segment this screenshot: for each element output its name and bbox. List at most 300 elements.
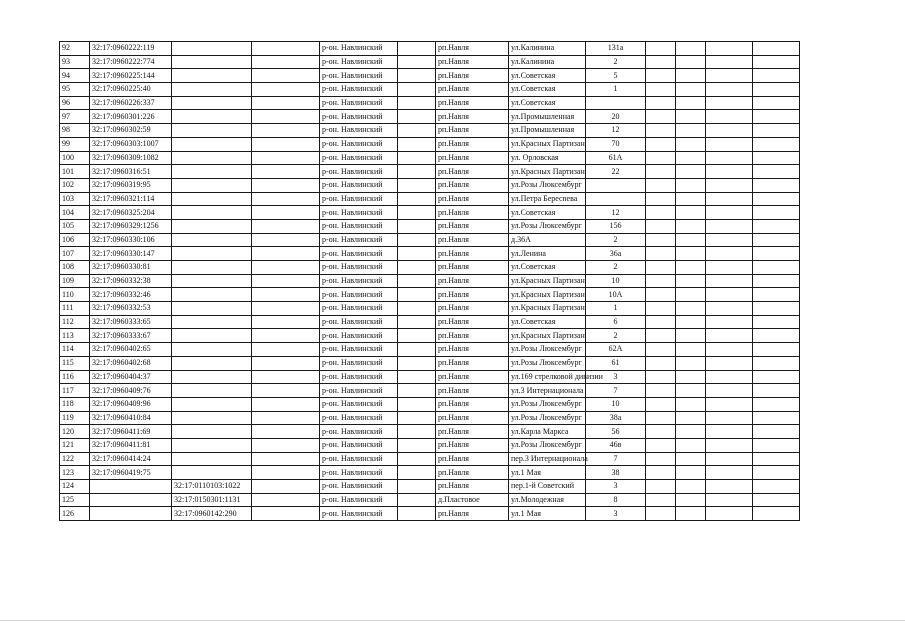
street: ул.Карла Маркса	[509, 425, 586, 439]
cell-empty	[753, 452, 800, 466]
cell-empty	[398, 302, 436, 316]
street: ул.Калинина	[509, 55, 586, 69]
cell-empty	[706, 384, 753, 398]
cadastral-number-alt	[172, 165, 252, 179]
cadastral-number: 32:17:0960301:226	[90, 110, 172, 124]
street: пер.1-й Советский	[509, 480, 586, 494]
house-number: 10	[586, 274, 646, 288]
district: р-он. Навлинский	[320, 438, 398, 452]
cadastral-number: 32:17:0960325:204	[90, 206, 172, 220]
cell-empty	[252, 42, 320, 56]
cadastral-number: 32:17:0960404:37	[90, 370, 172, 384]
cell-empty	[706, 96, 753, 110]
row-number: 107	[60, 247, 90, 261]
district: р-он. Навлинский	[320, 315, 398, 329]
district: р-он. Навлинский	[320, 343, 398, 357]
table-row	[60, 452, 800, 466]
cadastral-number-alt	[172, 302, 252, 316]
cell-empty	[398, 493, 436, 507]
row-number: 95	[60, 83, 90, 97]
cell-empty	[676, 384, 706, 398]
cell-empty	[676, 83, 706, 97]
house-number: 6	[586, 315, 646, 329]
cell-empty	[706, 507, 753, 521]
settlement: рп.Навля	[436, 55, 509, 69]
district: р-он. Навлинский	[320, 124, 398, 138]
house-number: 70	[586, 137, 646, 151]
cell-empty	[706, 452, 753, 466]
cell-empty	[753, 151, 800, 165]
table-row	[60, 137, 800, 151]
cell-empty	[676, 69, 706, 83]
cell-empty	[646, 370, 676, 384]
row-number: 92	[60, 42, 90, 56]
cadastral-number: 32:17:0960329:1256	[90, 219, 172, 233]
cell-empty	[753, 384, 800, 398]
street: ул.Промышленная	[509, 110, 586, 124]
cadastral-number: 32:17:0960226:337	[90, 96, 172, 110]
cell-empty	[252, 397, 320, 411]
cadastral-number: 32:17:0960409:76	[90, 384, 172, 398]
row-number: 120	[60, 425, 90, 439]
cell-empty	[706, 192, 753, 206]
house-number: 2	[586, 55, 646, 69]
district: р-он. Навлинский	[320, 425, 398, 439]
street: ул.Розы Люксембург	[509, 356, 586, 370]
cadastral-number-alt	[172, 384, 252, 398]
cell-empty	[676, 165, 706, 179]
cell-empty	[706, 493, 753, 507]
street: ул.Советская	[509, 261, 586, 275]
cadastral-number-alt	[172, 178, 252, 192]
street: д.36А	[509, 233, 586, 247]
settlement: рп.Навля	[436, 466, 509, 480]
cell-empty	[646, 452, 676, 466]
cell-empty	[398, 343, 436, 357]
settlement: рп.Навля	[436, 507, 509, 521]
cell-empty	[252, 247, 320, 261]
cell-empty	[252, 411, 320, 425]
cadastral-number: 32:17:0960411:69	[90, 425, 172, 439]
cell-empty	[753, 507, 800, 521]
row-number: 96	[60, 96, 90, 110]
cell-empty	[706, 206, 753, 220]
cell-empty	[398, 247, 436, 261]
cell-empty	[398, 288, 436, 302]
cell-empty	[753, 302, 800, 316]
table-row	[60, 356, 800, 370]
house-number: 2	[586, 261, 646, 275]
cell-empty	[398, 315, 436, 329]
cell-empty	[676, 480, 706, 494]
settlement: рп.Навля	[436, 219, 509, 233]
table-row	[60, 83, 800, 97]
cell-empty	[753, 233, 800, 247]
cell-empty	[676, 124, 706, 138]
cell-empty	[753, 69, 800, 83]
row-number: 122	[60, 452, 90, 466]
street: ул.Розы Люксембург	[509, 411, 586, 425]
cell-empty	[753, 397, 800, 411]
settlement: рп.Навля	[436, 288, 509, 302]
table-row	[60, 55, 800, 69]
cell-empty	[398, 233, 436, 247]
cell-empty	[706, 165, 753, 179]
cell-empty	[398, 411, 436, 425]
district: р-он. Навлинский	[320, 261, 398, 275]
cell-empty	[676, 493, 706, 507]
cell-empty	[676, 343, 706, 357]
cell-empty	[398, 480, 436, 494]
settlement: рп.Навля	[436, 370, 509, 384]
table-row	[60, 384, 800, 398]
settlement: рп.Навля	[436, 206, 509, 220]
table-row	[60, 165, 800, 179]
cadastral-number-alt	[172, 438, 252, 452]
cell-empty	[252, 493, 320, 507]
house-number: 1	[586, 83, 646, 97]
cadastral-number-alt	[172, 329, 252, 343]
cell-empty	[252, 507, 320, 521]
cadastral-number-alt	[172, 192, 252, 206]
cell-empty	[676, 466, 706, 480]
settlement: рп.Навля	[436, 343, 509, 357]
cell-empty	[706, 411, 753, 425]
property-registry-table	[59, 41, 800, 521]
row-number: 94	[60, 69, 90, 83]
house-number: 38	[586, 466, 646, 480]
house-number: 1	[586, 302, 646, 316]
row-number: 106	[60, 233, 90, 247]
cell-empty	[398, 452, 436, 466]
cell-empty	[252, 124, 320, 138]
cell-empty	[706, 397, 753, 411]
cell-empty	[753, 480, 800, 494]
cell-empty	[252, 110, 320, 124]
table-row	[60, 219, 800, 233]
street: ул.Промышленная	[509, 124, 586, 138]
street: ул.Красных Партизан	[509, 329, 586, 343]
cell-empty	[646, 438, 676, 452]
cell-empty	[398, 192, 436, 206]
row-number: 99	[60, 137, 90, 151]
cell-empty	[398, 96, 436, 110]
cell-empty	[676, 397, 706, 411]
district: р-он. Навлинский	[320, 384, 398, 398]
settlement: рп.Навля	[436, 425, 509, 439]
table-row	[60, 288, 800, 302]
cell-empty	[706, 233, 753, 247]
cell-empty	[646, 466, 676, 480]
house-number: 8	[586, 493, 646, 507]
cell-empty	[676, 438, 706, 452]
cell-empty	[676, 356, 706, 370]
cell-empty	[753, 137, 800, 151]
cell-empty	[676, 206, 706, 220]
house-number: 2	[586, 329, 646, 343]
settlement: рп.Навля	[436, 452, 509, 466]
table-row	[60, 42, 800, 56]
cadastral-number: 32:17:0960419:75	[90, 466, 172, 480]
district: р-он. Навлинский	[320, 192, 398, 206]
cell-empty	[646, 151, 676, 165]
table-row	[60, 261, 800, 275]
cell-empty	[676, 247, 706, 261]
cell-empty	[646, 192, 676, 206]
cell-empty	[646, 137, 676, 151]
cell-empty	[753, 493, 800, 507]
cadastral-number-alt	[172, 69, 252, 83]
row-number: 117	[60, 384, 90, 398]
row-number: 103	[60, 192, 90, 206]
district: р-он. Навлинский	[320, 233, 398, 247]
settlement: рп.Навля	[436, 83, 509, 97]
cadastral-number-alt: 32:17:0110103:1022	[172, 480, 252, 494]
settlement: рп.Навля	[436, 438, 509, 452]
district: р-он. Навлинский	[320, 397, 398, 411]
table-row	[60, 206, 800, 220]
street: ул.1 Мая	[509, 466, 586, 480]
settlement: рп.Навля	[436, 110, 509, 124]
cell-empty	[398, 69, 436, 83]
cell-empty	[706, 315, 753, 329]
cell-empty	[398, 438, 436, 452]
street: ул.Советская	[509, 96, 586, 110]
cadastral-number: 32:17:0960303:1007	[90, 137, 172, 151]
table-row	[60, 493, 800, 507]
cell-empty	[706, 274, 753, 288]
table-row	[60, 329, 800, 343]
cell-empty	[676, 411, 706, 425]
cell-empty	[646, 219, 676, 233]
house-number: 3	[586, 507, 646, 521]
cadastral-number: 32:17:0960402:68	[90, 356, 172, 370]
settlement: рп.Навля	[436, 315, 509, 329]
cell-empty	[706, 480, 753, 494]
cell-empty	[706, 42, 753, 56]
cell-empty	[646, 206, 676, 220]
cadastral-number: 32:17:0960333:65	[90, 315, 172, 329]
house-number: 12	[586, 206, 646, 220]
district: р-он. Навлинский	[320, 110, 398, 124]
settlement: рп.Навля	[436, 178, 509, 192]
cadastral-number-alt	[172, 124, 252, 138]
cadastral-number-alt	[172, 356, 252, 370]
district: р-он. Навлинский	[320, 452, 398, 466]
row-number: 98	[60, 124, 90, 138]
cell-empty	[398, 206, 436, 220]
district: р-он. Навлинский	[320, 55, 398, 69]
cell-empty	[398, 397, 436, 411]
table-row	[60, 192, 800, 206]
cell-empty	[646, 110, 676, 124]
cell-empty	[252, 206, 320, 220]
cell-empty	[706, 151, 753, 165]
street: ул.Розы Люксембург	[509, 397, 586, 411]
cell-empty	[646, 507, 676, 521]
house-number: 7	[586, 452, 646, 466]
table-row	[60, 69, 800, 83]
cell-empty	[676, 178, 706, 192]
cell-empty	[753, 288, 800, 302]
cell-empty	[398, 507, 436, 521]
street: пер.3 Интернационала	[509, 452, 586, 466]
cell-empty	[753, 219, 800, 233]
cadastral-number-alt	[172, 151, 252, 165]
cadastral-number-alt	[172, 96, 252, 110]
cell-empty	[398, 425, 436, 439]
street: ул.Красных Партизан	[509, 137, 586, 151]
settlement: рп.Навля	[436, 247, 509, 261]
table-row	[60, 151, 800, 165]
cell-empty	[753, 178, 800, 192]
cell-empty	[676, 233, 706, 247]
cadastral-number: 32:17:0960222:119	[90, 42, 172, 56]
house-number: 61А	[586, 151, 646, 165]
cell-empty	[753, 247, 800, 261]
cell-empty	[252, 151, 320, 165]
cell-empty	[676, 137, 706, 151]
cell-empty	[676, 192, 706, 206]
cell-empty	[646, 425, 676, 439]
cadastral-number-alt	[172, 137, 252, 151]
cell-empty	[753, 124, 800, 138]
cadastral-number: 32:17:0960332:38	[90, 274, 172, 288]
cell-empty	[676, 302, 706, 316]
street: ул.Красных Партизан	[509, 165, 586, 179]
cell-empty	[252, 137, 320, 151]
cell-empty	[646, 96, 676, 110]
cadastral-number-alt	[172, 110, 252, 124]
cell-empty	[753, 425, 800, 439]
cadastral-number: 32:17:0960409:96	[90, 397, 172, 411]
cell-empty	[753, 370, 800, 384]
cell-empty	[252, 466, 320, 480]
settlement: рп.Навля	[436, 96, 509, 110]
street: ул. Орловская	[509, 151, 586, 165]
cell-empty	[398, 178, 436, 192]
cell-empty	[252, 233, 320, 247]
cell-empty	[252, 329, 320, 343]
street: ул.Советская	[509, 206, 586, 220]
settlement: рп.Навля	[436, 411, 509, 425]
cadastral-number-alt: 32:17:0960142:290	[172, 507, 252, 521]
cadastral-number: 32:17:0960414:24	[90, 452, 172, 466]
cell-empty	[706, 466, 753, 480]
cell-empty	[646, 384, 676, 398]
settlement: рп.Навля	[436, 69, 509, 83]
row-number: 118	[60, 397, 90, 411]
row-number: 115	[60, 356, 90, 370]
cell-empty	[646, 178, 676, 192]
cell-empty	[252, 83, 320, 97]
cell-empty	[753, 55, 800, 69]
settlement: рп.Навля	[436, 480, 509, 494]
cadastral-number-alt	[172, 206, 252, 220]
row-number: 110	[60, 288, 90, 302]
cell-empty	[252, 261, 320, 275]
cadastral-number: 32:17:0960309:1082	[90, 151, 172, 165]
cell-empty	[398, 370, 436, 384]
cell-empty	[706, 425, 753, 439]
row-number: 124	[60, 480, 90, 494]
row-number: 126	[60, 507, 90, 521]
cadastral-number: 32:17:0960222:774	[90, 55, 172, 69]
cadastral-number: 32:17:0960330:147	[90, 247, 172, 261]
cell-empty	[676, 288, 706, 302]
cell-empty	[646, 55, 676, 69]
cadastral-number-alt	[172, 411, 252, 425]
cell-empty	[252, 55, 320, 69]
table-row	[60, 438, 800, 452]
house-number: 3	[586, 370, 646, 384]
cell-empty	[398, 329, 436, 343]
house-number: 22	[586, 165, 646, 179]
cell-empty	[753, 466, 800, 480]
settlement: рп.Навля	[436, 274, 509, 288]
row-number: 108	[60, 261, 90, 275]
settlement: рп.Навля	[436, 124, 509, 138]
house-number: 56	[586, 425, 646, 439]
house-number: 20	[586, 110, 646, 124]
cadastral-number-alt	[172, 247, 252, 261]
cadastral-number-alt	[172, 55, 252, 69]
cell-empty	[252, 384, 320, 398]
district: р-он. Навлинский	[320, 370, 398, 384]
cadastral-number: 32:17:0960402:65	[90, 343, 172, 357]
cell-empty	[753, 261, 800, 275]
house-number: 38а	[586, 411, 646, 425]
table-row	[60, 178, 800, 192]
settlement: д.Пластовое	[436, 493, 509, 507]
house-number: 36а	[586, 247, 646, 261]
cadastral-number-alt	[172, 42, 252, 56]
cell-empty	[753, 438, 800, 452]
cadastral-number	[90, 507, 172, 521]
district: р-он. Навлинский	[320, 83, 398, 97]
district: р-он. Навлинский	[320, 507, 398, 521]
street: ул.Розы Люксембург	[509, 178, 586, 192]
cell-empty	[646, 397, 676, 411]
cell-empty	[398, 42, 436, 56]
house-number	[586, 178, 646, 192]
house-number: 131а	[586, 42, 646, 56]
cell-empty	[252, 315, 320, 329]
row-number: 111	[60, 302, 90, 316]
street: ул.Молодежная	[509, 493, 586, 507]
district: р-он. Навлинский	[320, 480, 398, 494]
cell-empty	[753, 411, 800, 425]
row-number: 114	[60, 343, 90, 357]
settlement: рп.Навля	[436, 165, 509, 179]
table-row	[60, 425, 800, 439]
cadastral-number: 32:17:0960302:59	[90, 124, 172, 138]
table-row	[60, 110, 800, 124]
table-row	[60, 315, 800, 329]
cell-empty	[706, 356, 753, 370]
settlement: рп.Навля	[436, 356, 509, 370]
cell-empty	[706, 55, 753, 69]
district: р-он. Навлинский	[320, 96, 398, 110]
house-number: 156	[586, 219, 646, 233]
cell-empty	[252, 452, 320, 466]
cell-empty	[252, 274, 320, 288]
cell-empty	[676, 55, 706, 69]
row-number: 97	[60, 110, 90, 124]
cell-empty	[676, 261, 706, 275]
cell-empty	[753, 356, 800, 370]
cell-empty	[646, 288, 676, 302]
